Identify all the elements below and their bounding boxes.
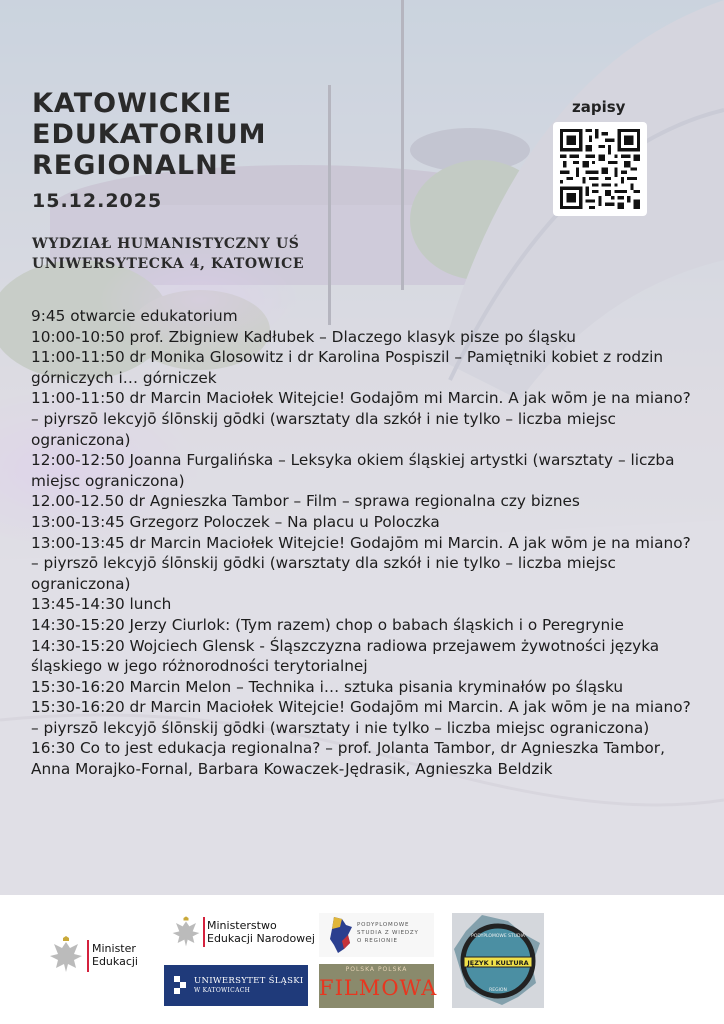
logo-bottom-text: REGION <box>489 988 507 993</box>
silesia-map-icon <box>328 915 354 955</box>
schedule-item: 14:30-15:20 Wojciech Glensk - Śląszczyzna radiowa przejawem żywotności języka śląskiego w jego różnorodności terytorialnej <box>31 636 660 676</box>
ministry-eagle-icon <box>171 916 201 950</box>
film-logo-subtitle: POLSKA POLSKA <box>345 966 408 973</box>
schedule-item: 13:00-13:45 Grzegorz Poloczek – Na placu u Poloczka <box>31 512 440 531</box>
title-line: REGIONALNE <box>32 150 239 181</box>
registration-qr-code[interactable] <box>553 122 647 216</box>
university-logo-text <box>194 976 304 995</box>
film-logo-title: FILMOWA <box>319 976 438 1000</box>
schedule-item: 16:30 Co to jest edukacja regionalna? – prof. Jolanta Tambor, dr Agnieszka Tambor, Anna Morajko-Fornal, Barbara Kowaczek-Jędrasik, Agnieszka Beldzik <box>31 739 665 779</box>
logo-center-text: JĘZYK I KULTURA <box>467 959 529 967</box>
schedule-item: 13:00-13:45 dr Marcin Maciołek Witejcie! Godajōm mi Marcin. A jak wōm je na miano? – piyrszō lekcyjō ślōnskij gōdki (warsztaty dla szkół i nie tylko – liczba miejsc ograniczona) <box>31 533 691 593</box>
qr-code-icon <box>560 129 640 209</box>
minister-logo-text <box>92 942 138 968</box>
logo-line: PODYPLOMOWE <box>357 922 410 928</box>
logo-line: UNIWERSYTET ŚLĄSKI <box>194 976 304 986</box>
registration-label: zapisy <box>572 98 626 116</box>
schedule-item: 12:00-12:50 Joanna Furgalińska – Leksyka okiem śląskiej artystki (warsztaty – liczba miejsc ograniczona) <box>31 451 675 490</box>
logo-line: W KATOWICACH <box>194 987 251 994</box>
logo-line: STUDIA Z WIEDZY <box>357 930 419 936</box>
title-line: EDUKATORIUM <box>32 119 267 150</box>
title-line: KATOWICKIE <box>32 88 233 119</box>
logo-line: Edukacji Narodowej <box>207 932 315 945</box>
schedule-item: 15:30-16:20 Marcin Melon – Technika i… sztuka pisania kryminałów po śląsku <box>31 677 624 696</box>
postgraduate-logo-text <box>357 921 419 945</box>
address-line: WYDZIAŁ HUMANISTYCZNY UŚ <box>32 236 300 252</box>
schedule-item: 14:30-15:20 Jerzy Ciurlok: (Tym razem) chop o babach śląskich i o Peregrynie <box>31 615 624 634</box>
schedule-item: 11:00-11:50 dr Monika Glosowitz i dr Karolina Pospiszil – Pamiętniki kobiet z rodzin górniczych i… górniczek <box>31 348 664 387</box>
ministry-red-bar <box>203 917 205 947</box>
program-schedule <box>31 306 701 780</box>
schedule-item: 12.00-12.50 dr Agnieszka Tambor – Film – sprawa regionalna czy biznes <box>31 492 580 511</box>
schedule-item: 13:45-14:30 lunch <box>31 595 172 614</box>
logo-arc-text: PODYPLOMOWE STUDIA <box>471 934 525 939</box>
minister-red-bar <box>87 940 89 972</box>
logo-line: Minister <box>92 942 136 955</box>
event-title <box>32 88 267 181</box>
schedule-item: 10:00-10:50 prof. Zbigniew Kadłubek – Dlaczego klasyk pisze po śląsku <box>31 327 576 346</box>
schedule-item: 9:45 otwarcie edukatorium <box>31 307 238 325</box>
polish-eagle-icon <box>48 936 84 976</box>
university-emblem-icon <box>170 974 190 996</box>
ministry-logo-text <box>207 919 315 945</box>
language-culture-logo <box>452 913 544 1008</box>
logo-line: Ministerstwo <box>207 919 277 932</box>
schedule-item: 15:30-16:20 dr Marcin Maciołek Witejcie! Godajōm mi Marcin. A jak wōm je na miano? – piyrszō lekcyjō ślōnskij gōdki (warsztaty i nie tylko – liczba miejsc ograniczona) <box>31 698 691 737</box>
event-date: 15.12.2025 <box>32 190 163 212</box>
logo-line: O REGIONIE <box>357 938 398 944</box>
schedule-item: 11:00-11:50 dr Marcin Maciołek Witejcie! Godajōm mi Marcin. A jak wōm je na miano? – piyrszō lekcyjō ślōnskij gōdki (warsztaty dla szkół i nie tylko – liczba miejsc ograniczona) <box>31 389 691 449</box>
logo-line: Edukacji <box>92 955 138 968</box>
address-line: UNIWERSYTECKA 4, KATOWICE <box>32 256 305 272</box>
event-address <box>32 234 304 274</box>
